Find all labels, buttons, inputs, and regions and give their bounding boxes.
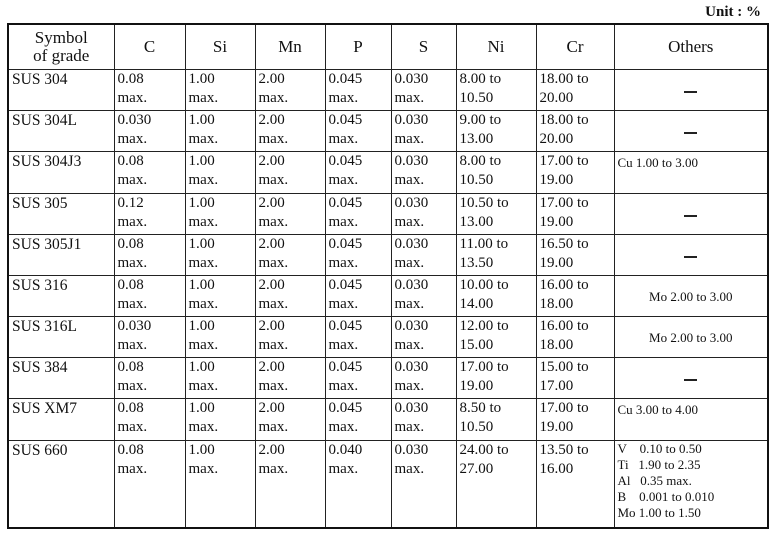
table-row bbox=[8, 194, 768, 235]
s-value-line: max. bbox=[394, 337, 425, 353]
c-value-line: max. bbox=[117, 214, 148, 230]
others-value-line: B 0.001 to 0.010 bbox=[617, 489, 715, 504]
si-cell bbox=[185, 441, 255, 529]
p-value-line: max. bbox=[328, 296, 359, 312]
p-value-line: 0.045 bbox=[328, 318, 363, 334]
mn-value-line: 2.00 bbox=[258, 112, 285, 128]
others-cell bbox=[614, 441, 768, 529]
si-cell bbox=[185, 358, 255, 399]
cr-value-line: 17.00 to bbox=[539, 153, 589, 169]
p-value-line: max. bbox=[328, 131, 359, 147]
mn-value-line: max. bbox=[258, 296, 289, 312]
others-value-line: Cu 1.00 to 3.00 bbox=[617, 155, 699, 170]
c-cell bbox=[114, 111, 185, 152]
c-value-line: max. bbox=[117, 255, 148, 271]
c-cell bbox=[114, 70, 185, 111]
ni-value-line: 13.50 bbox=[459, 255, 494, 271]
mn-cell bbox=[255, 235, 325, 276]
p-value-line: max. bbox=[328, 90, 359, 106]
p-cell bbox=[325, 399, 391, 441]
p-value-line: 0.045 bbox=[328, 359, 363, 375]
cr-cell bbox=[536, 441, 614, 529]
p-cell bbox=[325, 235, 391, 276]
c-value-line: 0.08 bbox=[117, 277, 144, 293]
header-c: C bbox=[114, 24, 185, 70]
ni-cell bbox=[456, 399, 536, 441]
others-value-line: Al 0.35 max. bbox=[617, 473, 692, 488]
others-cell bbox=[614, 235, 768, 276]
mn-cell bbox=[255, 152, 325, 194]
mn-value-line: max. bbox=[258, 172, 289, 188]
cr-value-line: 15.00 to bbox=[539, 359, 589, 375]
si-cell bbox=[185, 235, 255, 276]
p-cell bbox=[325, 441, 391, 529]
ni-value-line: 10.50 to bbox=[459, 195, 509, 211]
s-cell bbox=[391, 194, 456, 235]
si-value-line: max. bbox=[188, 90, 219, 106]
dash-mark bbox=[684, 215, 697, 217]
header-others: Others bbox=[614, 24, 768, 70]
cr-cell bbox=[536, 317, 614, 358]
s-value-line: 0.030 bbox=[394, 195, 429, 211]
si-value-line: max. bbox=[188, 214, 219, 230]
c-value-line: 0.08 bbox=[117, 359, 144, 375]
header-si: Si bbox=[185, 24, 255, 70]
ni-cell bbox=[456, 358, 536, 399]
si-value-line: max. bbox=[188, 461, 219, 477]
ni-cell bbox=[456, 70, 536, 111]
ni-value-line: 19.00 bbox=[459, 378, 494, 394]
mn-value-line: 2.00 bbox=[258, 236, 285, 252]
c-value-line: 0.030 bbox=[117, 112, 152, 128]
c-cell bbox=[114, 399, 185, 441]
s-cell bbox=[391, 399, 456, 441]
mn-value-line: max. bbox=[258, 461, 289, 477]
s-value-line: max. bbox=[394, 172, 425, 188]
p-value-line: 0.045 bbox=[328, 71, 363, 87]
others-cell bbox=[614, 276, 768, 317]
ni-value-line: 12.00 to bbox=[459, 318, 509, 334]
dash-mark bbox=[684, 379, 697, 381]
grade-cell: SUS 304 bbox=[8, 70, 114, 111]
c-value-line: max. bbox=[117, 90, 148, 106]
si-cell bbox=[185, 111, 255, 152]
others-value-line: Mo 2.00 to 3.00 bbox=[649, 288, 733, 304]
grade-cell: SUS 304J3 bbox=[8, 152, 114, 194]
s-cell bbox=[391, 441, 456, 529]
cr-value-line: 18.00 bbox=[539, 337, 574, 353]
table-row bbox=[8, 111, 768, 152]
ni-value-line: 11.00 to bbox=[459, 236, 509, 252]
others-value-line: V 0.10 to 0.50 bbox=[617, 441, 702, 456]
s-cell bbox=[391, 276, 456, 317]
cr-value-line: 20.00 bbox=[539, 131, 574, 147]
cr-cell bbox=[536, 235, 614, 276]
p-cell bbox=[325, 70, 391, 111]
s-cell bbox=[391, 317, 456, 358]
mn-cell bbox=[255, 441, 325, 529]
header-symbol-of-grade: Symbol of grade bbox=[8, 24, 114, 70]
p-cell bbox=[325, 152, 391, 194]
grade-cell: SUS 316L bbox=[8, 317, 114, 358]
grade-cell: SUS 305 bbox=[8, 194, 114, 235]
mn-value-line: 2.00 bbox=[258, 71, 285, 87]
c-value-line: max. bbox=[117, 419, 148, 435]
cr-cell bbox=[536, 358, 614, 399]
table-row bbox=[8, 235, 768, 276]
si-value-line: 1.00 bbox=[188, 71, 215, 87]
c-value-line: 0.12 bbox=[117, 195, 144, 211]
c-value-line: max. bbox=[117, 378, 148, 394]
ni-value-line: 15.00 bbox=[459, 337, 494, 353]
cr-value-line: 16.00 bbox=[539, 461, 574, 477]
s-value-line: 0.030 bbox=[394, 359, 429, 375]
ni-cell bbox=[456, 235, 536, 276]
header-s: S bbox=[391, 24, 456, 70]
ni-value-line: 13.00 bbox=[459, 214, 494, 230]
others-cell bbox=[614, 317, 768, 358]
table-body bbox=[8, 70, 768, 529]
c-value-line: max. bbox=[117, 296, 148, 312]
p-cell bbox=[325, 317, 391, 358]
mn-cell bbox=[255, 111, 325, 152]
c-cell bbox=[114, 441, 185, 529]
si-value-line: 1.00 bbox=[188, 277, 215, 293]
c-value-line: 0.030 bbox=[117, 318, 152, 334]
header-mn: Mn bbox=[255, 24, 325, 70]
si-value-line: max. bbox=[188, 131, 219, 147]
grade-cell: SUS 305J1 bbox=[8, 235, 114, 276]
ni-value-line: 17.00 to bbox=[459, 359, 509, 375]
others-cell bbox=[614, 70, 768, 111]
ni-value-line: 8.50 to bbox=[459, 400, 502, 416]
cr-value-line: 19.00 bbox=[539, 214, 574, 230]
si-value-line: 1.00 bbox=[188, 153, 215, 169]
cr-value-line: 17.00 to bbox=[539, 400, 589, 416]
p-value-line: max. bbox=[328, 172, 359, 188]
mn-value-line: max. bbox=[258, 378, 289, 394]
si-cell bbox=[185, 276, 255, 317]
s-value-line: 0.030 bbox=[394, 236, 429, 252]
si-cell bbox=[185, 399, 255, 441]
ni-cell bbox=[456, 194, 536, 235]
mn-value-line: max. bbox=[258, 90, 289, 106]
header-p: P bbox=[325, 24, 391, 70]
mn-value-line: 2.00 bbox=[258, 153, 285, 169]
cr-value-line: 16.50 to bbox=[539, 236, 589, 252]
p-value-line: 0.045 bbox=[328, 153, 363, 169]
ni-value-line: 10.50 bbox=[459, 90, 494, 106]
cr-cell bbox=[536, 399, 614, 441]
others-cell bbox=[614, 358, 768, 399]
si-value-line: max. bbox=[188, 255, 219, 271]
table-row bbox=[8, 70, 768, 111]
ni-value-line: 24.00 to bbox=[459, 442, 509, 458]
cr-cell bbox=[536, 152, 614, 194]
header-cr: Cr bbox=[536, 24, 614, 70]
mn-value-line: 2.00 bbox=[258, 277, 285, 293]
mn-cell bbox=[255, 317, 325, 358]
table-row bbox=[8, 152, 768, 194]
s-value-line: max. bbox=[394, 131, 425, 147]
c-value-line: max. bbox=[117, 131, 148, 147]
mn-value-line: 2.00 bbox=[258, 400, 285, 416]
grade-cell: SUS 384 bbox=[8, 358, 114, 399]
s-cell bbox=[391, 152, 456, 194]
mn-cell bbox=[255, 70, 325, 111]
si-value-line: 1.00 bbox=[188, 318, 215, 334]
c-cell bbox=[114, 276, 185, 317]
header-ni: Ni bbox=[456, 24, 536, 70]
s-value-line: max. bbox=[394, 296, 425, 312]
si-value-line: max. bbox=[188, 419, 219, 435]
table-row bbox=[8, 399, 768, 441]
p-cell bbox=[325, 111, 391, 152]
ni-cell bbox=[456, 111, 536, 152]
s-value-line: 0.030 bbox=[394, 112, 429, 128]
p-value-line: 0.045 bbox=[328, 195, 363, 211]
p-value-line: max. bbox=[328, 419, 359, 435]
cr-value-line: 16.00 to bbox=[539, 318, 589, 334]
mn-cell bbox=[255, 276, 325, 317]
ni-value-line: 14.00 bbox=[459, 296, 494, 312]
ni-value-line: 27.00 bbox=[459, 461, 494, 477]
c-value-line: 0.08 bbox=[117, 400, 144, 416]
mn-value-line: max. bbox=[258, 255, 289, 271]
table-row bbox=[8, 441, 768, 529]
si-value-line: 1.00 bbox=[188, 112, 215, 128]
p-value-line: 0.045 bbox=[328, 400, 363, 416]
si-value-line: max. bbox=[188, 378, 219, 394]
s-value-line: 0.030 bbox=[394, 277, 429, 293]
p-cell bbox=[325, 194, 391, 235]
c-value-line: max. bbox=[117, 172, 148, 188]
p-value-line: max. bbox=[328, 461, 359, 477]
ni-cell bbox=[456, 441, 536, 529]
p-value-line: max. bbox=[328, 214, 359, 230]
si-value-line: 1.00 bbox=[188, 442, 215, 458]
s-cell bbox=[391, 235, 456, 276]
others-value-line: Ti 1.90 to 2.35 bbox=[617, 457, 701, 472]
grade-cell: SUS XM7 bbox=[8, 399, 114, 441]
others-value-line: Cu 3.00 to 4.00 bbox=[617, 402, 699, 417]
c-cell bbox=[114, 152, 185, 194]
si-cell bbox=[185, 70, 255, 111]
s-value-line: 0.030 bbox=[394, 153, 429, 169]
mn-value-line: max. bbox=[258, 419, 289, 435]
ni-value-line: 13.00 bbox=[459, 131, 494, 147]
cr-value-line: 19.00 bbox=[539, 419, 574, 435]
s-cell bbox=[391, 358, 456, 399]
p-value-line: max. bbox=[328, 378, 359, 394]
p-value-line: max. bbox=[328, 255, 359, 271]
others-cell bbox=[614, 399, 768, 441]
c-value-line: 0.08 bbox=[117, 442, 144, 458]
p-value-line: 0.045 bbox=[328, 277, 363, 293]
composition-table bbox=[7, 23, 769, 529]
cr-value-line: 13.50 to bbox=[539, 442, 589, 458]
si-cell bbox=[185, 152, 255, 194]
dash-mark bbox=[684, 256, 697, 258]
si-value-line: max. bbox=[188, 337, 219, 353]
mn-value-line: 2.00 bbox=[258, 318, 285, 334]
grade-cell: SUS 304L bbox=[8, 111, 114, 152]
si-value-line: 1.00 bbox=[188, 195, 215, 211]
unit-label: Unit : % bbox=[705, 4, 761, 20]
dash-mark bbox=[684, 132, 697, 134]
c-cell bbox=[114, 358, 185, 399]
c-value-line: 0.08 bbox=[117, 236, 144, 252]
cr-value-line: 18.00 to bbox=[539, 71, 589, 87]
s-value-line: 0.030 bbox=[394, 442, 429, 458]
ni-value-line: 8.00 to bbox=[459, 153, 502, 169]
cr-cell bbox=[536, 276, 614, 317]
si-cell bbox=[185, 194, 255, 235]
grade-cell: SUS 660 bbox=[8, 441, 114, 529]
s-value-line: max. bbox=[394, 378, 425, 394]
cr-value-line: 18.00 bbox=[539, 296, 574, 312]
s-value-line: max. bbox=[394, 214, 425, 230]
mn-cell bbox=[255, 399, 325, 441]
s-cell bbox=[391, 70, 456, 111]
mn-value-line: 2.00 bbox=[258, 442, 285, 458]
s-value-line: 0.030 bbox=[394, 71, 429, 87]
ni-cell bbox=[456, 152, 536, 194]
dash-mark bbox=[684, 91, 697, 93]
cr-value-line: 17.00 to bbox=[539, 195, 589, 211]
cr-value-line: 20.00 bbox=[539, 90, 574, 106]
header-row bbox=[8, 24, 768, 70]
cr-cell bbox=[536, 194, 614, 235]
mn-cell bbox=[255, 358, 325, 399]
cr-value-line: 19.00 bbox=[539, 172, 574, 188]
si-cell bbox=[185, 317, 255, 358]
s-value-line: max. bbox=[394, 90, 425, 106]
table-row bbox=[8, 276, 768, 317]
p-value-line: 0.045 bbox=[328, 112, 363, 128]
grade-cell: SUS 316 bbox=[8, 276, 114, 317]
cr-value-line: 19.00 bbox=[539, 255, 574, 271]
c-value-line: 0.08 bbox=[117, 153, 144, 169]
ni-value-line: 8.00 to bbox=[459, 71, 502, 87]
others-cell bbox=[614, 152, 768, 194]
s-value-line: 0.030 bbox=[394, 318, 429, 334]
ni-cell bbox=[456, 317, 536, 358]
others-cell bbox=[614, 111, 768, 152]
mn-value-line: max. bbox=[258, 131, 289, 147]
c-cell bbox=[114, 317, 185, 358]
p-value-line: 0.045 bbox=[328, 236, 363, 252]
s-value-line: 0.030 bbox=[394, 400, 429, 416]
cr-value-line: 18.00 to bbox=[539, 112, 589, 128]
si-value-line: 1.00 bbox=[188, 236, 215, 252]
cr-value-line: 17.00 bbox=[539, 378, 574, 394]
cr-cell bbox=[536, 70, 614, 111]
s-cell bbox=[391, 111, 456, 152]
c-value-line: max. bbox=[117, 337, 148, 353]
si-value-line: max. bbox=[188, 172, 219, 188]
ni-value-line: 10.00 to bbox=[459, 277, 509, 293]
p-value-line: 0.040 bbox=[328, 442, 363, 458]
ni-value-line: 10.50 bbox=[459, 172, 494, 188]
s-value-line: max. bbox=[394, 255, 425, 271]
mn-value-line: 2.00 bbox=[258, 359, 285, 375]
mn-cell bbox=[255, 194, 325, 235]
p-cell bbox=[325, 276, 391, 317]
others-value-line: Mo 2.00 to 3.00 bbox=[649, 329, 733, 345]
s-value-line: max. bbox=[394, 419, 425, 435]
ni-cell bbox=[456, 276, 536, 317]
mn-value-line: 2.00 bbox=[258, 195, 285, 211]
table-row bbox=[8, 317, 768, 358]
si-value-line: 1.00 bbox=[188, 359, 215, 375]
s-value-line: max. bbox=[394, 461, 425, 477]
others-value-line: Mo 1.00 to 1.50 bbox=[617, 505, 701, 520]
table-row bbox=[8, 358, 768, 399]
si-value-line: 1.00 bbox=[188, 400, 215, 416]
cr-cell bbox=[536, 111, 614, 152]
mn-value-line: max. bbox=[258, 337, 289, 353]
mn-value-line: max. bbox=[258, 214, 289, 230]
others-cell bbox=[614, 194, 768, 235]
cr-value-line: 16.00 to bbox=[539, 277, 589, 293]
c-cell bbox=[114, 194, 185, 235]
si-value-line: max. bbox=[188, 296, 219, 312]
ni-value-line: 9.00 to bbox=[459, 112, 502, 128]
c-cell bbox=[114, 235, 185, 276]
p-value-line: max. bbox=[328, 337, 359, 353]
c-value-line: 0.08 bbox=[117, 71, 144, 87]
c-value-line: max. bbox=[117, 461, 148, 477]
ni-value-line: 10.50 bbox=[459, 419, 494, 435]
p-cell bbox=[325, 358, 391, 399]
